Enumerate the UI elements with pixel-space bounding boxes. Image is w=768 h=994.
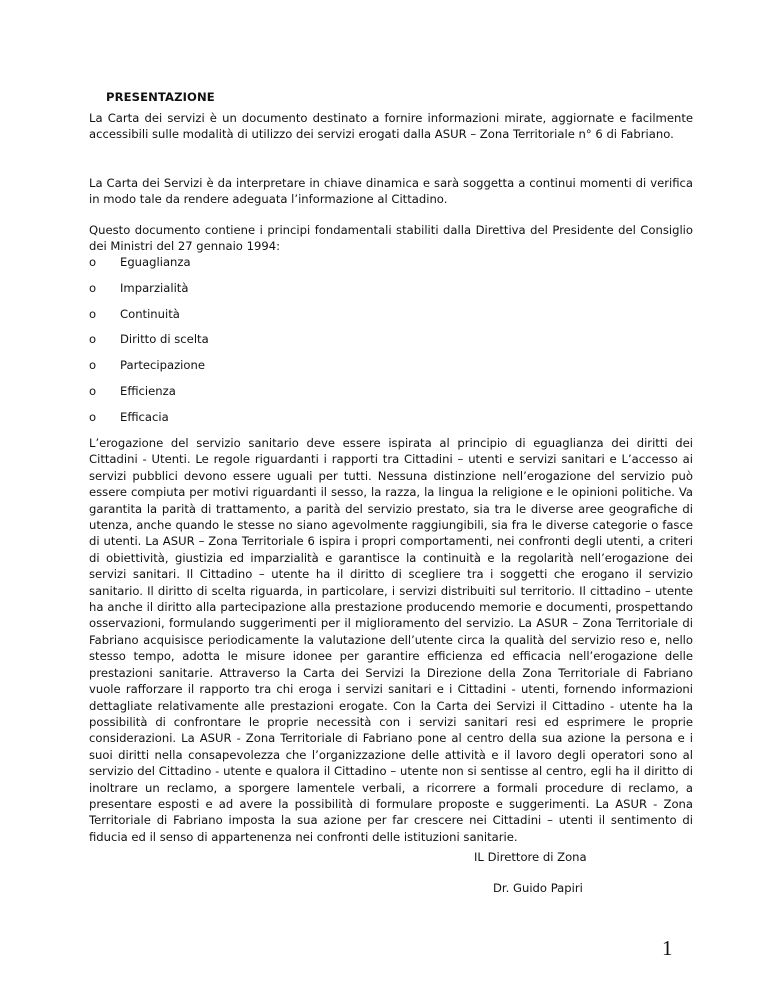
signature-name: Dr. Guido Papiri: [493, 881, 583, 895]
signature-title: IL Direttore di Zona: [474, 850, 587, 864]
bullet-icon: o: [89, 383, 97, 398]
principles-list: [89, 254, 209, 435]
principle-label: Efficienza: [120, 383, 176, 398]
list-item: [89, 357, 209, 383]
bullet-icon: o: [89, 358, 97, 373]
principle-label: Continuità: [120, 306, 180, 321]
intro-paragraph: La Carta dei servizi è un documento destinato a fornire informazioni mirate, aggiornate e facilmente accessibili sulle modalità di utilizzo dei servizi erogati dalla ASUR – Zona Territoriale n° 6 di Fabriano.: [89, 111, 693, 142]
bullet-icon: o: [89, 409, 97, 424]
page-number: 1: [662, 936, 673, 960]
list-item: [89, 331, 209, 357]
list-item: [89, 383, 209, 409]
principle-label: Eguaglianza: [120, 255, 191, 269]
principle-label: Diritto di scelta: [120, 332, 209, 347]
list-item: [89, 254, 209, 280]
list-item: [89, 409, 209, 435]
principles-intro-paragraph: Questo documento contiene i principi fondamentali stabiliti dalla Direttiva del Presidente del Consiglio dei Ministri del 27 gennaio 1994:: [89, 223, 693, 254]
bullet-icon: o: [89, 280, 97, 295]
dynamic-paragraph: La Carta dei Servizi è da interpretare in chiave dinamica e sarà soggetta a continui momenti di verifica in modo tale da rendere adeguata l’informazione al Cittadino.: [89, 176, 693, 207]
principle-label: Efficacia: [120, 409, 169, 424]
bullet-icon: o: [89, 255, 97, 269]
body-paragraph: L’erogazione del servizio sanitario deve essere ispirata al principio di eguaglianza dei diritti dei Cittadini - Utenti. Le regole riguardanti i rapporti tra Cittadini – utenti e servizi sanitari e L’accesso ai servizi pubblici devono essere uguali per tutti. Nessuna distinzione nell’erogazione del servizio può essere compiuta per motivi riguardanti il sesso, la razza, la lingua la religione e le opinioni politiche. Va garantita la parità di trattamento, a parità del servizio prestato, sia tra le diverse aree geografiche di utenza, anche quando le stesse no siano agevolmente raggiungibili, sia fra le diverse categorie o fasce di utenti. La ASUR – Zona Territoriale 6 ispira i propri comportamenti, nei confronti degli utenti, a criteri di obiettività, giustizia ed imparzialità e garantisce la continuità e la regolarità nell’erogazione dei servizi sanitari. Il Cittadino – utente ha il diritto di scegliere tra i soggetti che erogano il servizio sanitario. Il diritto di scelta riguarda, in particolare, i servizi distribuiti sul territorio. Il cittadino – utente ha anche il diritto alla partecipazione alla prestazione producendo memorie e documenti, prospettando osservazioni, formulando suggerimenti per il miglioramento del servizio. La ASUR – Zona Territoriale di Fabriano acquisisce periodicamente la valutazione dell’utente circa la qualità del servizio reso e, nello stesso tempo, adotta le misure idonee per garantire efficienza ed efficacia nell’erogazione delle prestazioni sanitarie. Attraverso la Carta dei Servizi la Direzione della Zona Territoriale di Fabriano vuole rafforzare il rapporto tra chi eroga i servizi sanitari e i Cittadini - utenti, fornendo informazioni dettagliate relativamente alle prestazioni erogate. Con la Carta dei Servizi il Cittadino - utente ha la possibilità di confrontare le proprie necessità con i servizi sanitari resi ed esprimere le proprie considerazioni. La ASUR - Zona Territoriale di Fabriano pone al centro della sua azione la persona e i suoi diritti nella consapevolezza che l’organizzazione delle attività e il lavoro degli operatori sono al servizio del Cittadino - utente e qualora il Cittadino – utente non si sentisse al centro, egli ha il diritto di inoltrare un reclamo, a sporgere lamentele verbali, a ricorrere a formali procedure di reclamo, a presentare esposti e ad avere la possibilità di formulare proposte e suggerimenti. La ASUR - Zona Territoriale di Fabriano imposta la sua azione per far crescere nei Cittadini – utenti il sentimento di fiducia ed il senso di appartenenza nei confronti delle istituzioni sanitarie.: [89, 436, 693, 844]
bullet-icon: o: [89, 306, 97, 321]
bullet-icon: o: [89, 332, 97, 347]
list-item: [89, 280, 209, 306]
list-item: [89, 306, 209, 332]
principle-label: Partecipazione: [120, 358, 205, 373]
principle-label: Imparzialità: [120, 280, 189, 295]
section-heading: PRESENTAZIONE: [106, 90, 215, 104]
